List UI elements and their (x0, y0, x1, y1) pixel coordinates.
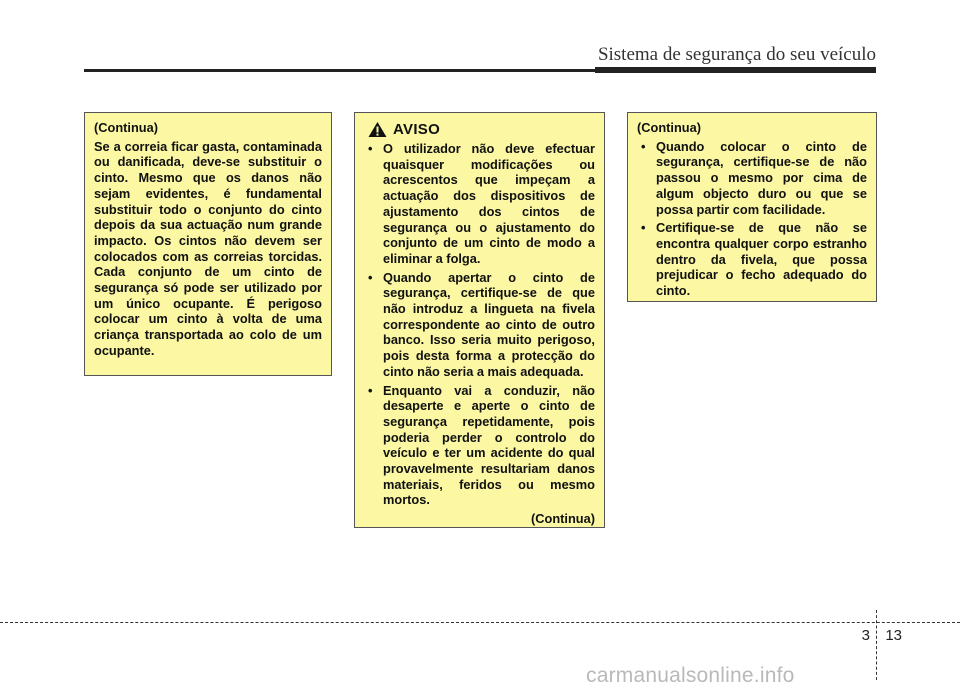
continued-note-box-left (84, 112, 332, 376)
list-item: • O utilizador não deve efectuar quaisquer modificações ou acrescentos que impeçam a actuação dos dispositivos de ajustamento dos cintos de segurança ou o ajustamento do conjunto de um cinto de modo a eliminar a folga. (364, 141, 595, 267)
page-number: 13 (885, 627, 902, 644)
warning-box (354, 112, 605, 528)
list-item: • Quando colocar o cinto de segurança, certifique-se de não passou o mesmo por cima de algum objecto duro ou que se possa partir com facilidade. (637, 139, 867, 218)
warning-header (364, 121, 595, 138)
continued-label: (Continua) (637, 120, 701, 135)
footer-divider (0, 622, 960, 623)
continued-label: (Continua) (531, 511, 595, 527)
warning-list (364, 141, 595, 508)
note-list (637, 139, 867, 299)
warning-triangle-icon (368, 121, 387, 138)
watermark: carmanualsonline.info (586, 664, 795, 687)
header-divider-accent (595, 67, 876, 73)
continued-note-box-right (627, 112, 877, 302)
section-title: Sistema de segurança do seu veículo (597, 44, 876, 65)
warning-title: AVISO (393, 120, 441, 138)
list-item: • Quando apertar o cinto de segurança, certifique-se de que não introduz a lingueta na fivela correspondente ao cinto de outro banco. Isso seria muito perigoso, pois desta forma a protecção do cinto não seria a mais adequada. (364, 270, 595, 380)
list-item: • Enquanto vai a conduzir, não desaperte e aperte o cinto de segurança repetidamente, pois poderia perder o controlo do veículo e ter um acidente do qual provavelmente resultariam danos materiais, feridos ou mesmo mortos. (364, 383, 595, 509)
continued-label: (Continua) (94, 120, 158, 135)
list-item: • Certifique-se de que não se encontra qualquer corpo estranho dentro da fivela, que possa prejudicar o fecho adequado do cinto. (637, 220, 867, 299)
chapter-number: 3 (861, 627, 870, 644)
note-paragraph: Se a correia ficar gasta, contaminada ou danificada, deve-se substituir o cinto. Mesmo que os danos não sejam evidentes, é fundamental substituir todo o conjunto do cinto depois da sua actuação num grande impacto. Os cintos não devem ser colocados com as correias torcidas. Cada conjunto de um cinto de segurança só pode ser utilizado por um único ocupante. É perigoso colocar um cinto à volta de uma criança transportada ao colo de um ocupante. (94, 138, 322, 358)
page-number-separator (876, 610, 877, 680)
